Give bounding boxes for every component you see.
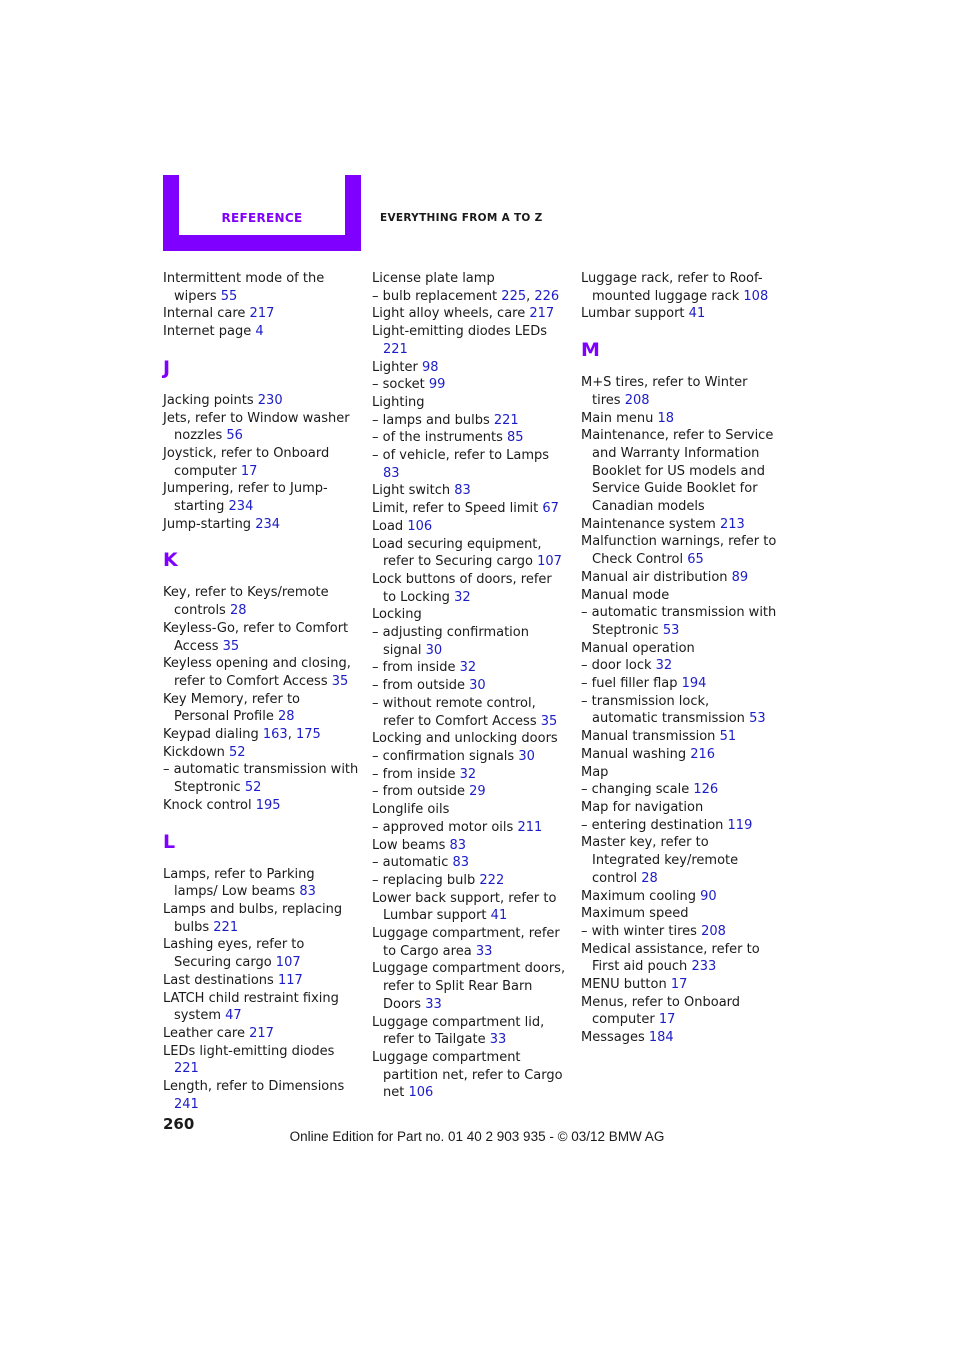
index-term: Manual air distribution	[581, 569, 728, 585]
index-term: Load	[372, 518, 404, 534]
page-reference-link[interactable]: 17	[670, 977, 688, 993]
index-entry	[163, 1025, 359, 1043]
page-reference-link[interactable]: 56	[226, 428, 243, 444]
index-term: – of vehicle, refer to Lamps	[372, 448, 550, 464]
index-term: Lashing eyes, refer to Securing cargo	[163, 937, 305, 971]
page-reference-link[interactable]: 225	[501, 288, 527, 304]
section-label: REFERENCE	[221, 211, 303, 225]
index-term: LATCH child restraint fixing system	[163, 990, 339, 1024]
page-reference-link[interactable]: 18	[657, 410, 674, 426]
index-term: Key Memory, refer to Personal Profile	[163, 691, 300, 725]
page-reference-link[interactable]: 217	[529, 306, 555, 322]
index-subentry	[372, 695, 568, 730]
page-reference-link[interactable]: 52	[244, 780, 262, 796]
page-reference-link[interactable]: 230	[257, 392, 283, 408]
index-term: Knock control	[163, 797, 252, 813]
index-term: Map	[581, 764, 609, 780]
index-entry	[581, 764, 777, 782]
index-term: Keypad dialing	[163, 727, 259, 743]
index-entry	[163, 620, 359, 655]
page-reference-link[interactable]: 241	[174, 1096, 199, 1112]
index-term: Luggage compartment, refer to Cargo area	[372, 926, 560, 959]
page-reference-link[interactable]: 53	[749, 711, 766, 727]
page-reference-link[interactable]: 30	[518, 748, 535, 764]
index-term: – confirmation signals	[372, 748, 515, 764]
page-reference-link[interactable]: 32	[454, 589, 471, 605]
page-reference-link[interactable]: 90	[700, 888, 717, 904]
index-entry	[163, 972, 359, 990]
page-reference-link[interactable]: 163	[262, 727, 288, 743]
index-entry	[581, 569, 777, 587]
index-term: Jumpering, refer to Jump-starting	[163, 481, 328, 515]
page-reference-link[interactable]: 35	[331, 673, 349, 689]
index-entry	[372, 606, 568, 624]
index-entry	[581, 976, 777, 994]
page-reference-link[interactable]: 221	[383, 341, 408, 357]
index-subentry: – bulb replacement 225, 226	[372, 288, 560, 304]
index-entry	[581, 533, 777, 568]
index-subentry	[163, 761, 359, 796]
index-entry	[163, 480, 359, 515]
page-reference-link[interactable]: 28	[641, 870, 658, 886]
index-term: – changing scale	[581, 782, 690, 798]
index-term: Jets, refer to Window washer nozzles	[163, 410, 350, 444]
index-entry	[372, 305, 568, 323]
page-reference-link[interactable]: 234	[255, 516, 281, 532]
page-reference-link[interactable]: 41	[688, 306, 706, 322]
page-reference-link[interactable]: 106	[408, 1085, 434, 1101]
page-reference-link[interactable]: 65	[687, 552, 704, 568]
page-reference-link[interactable]: 221	[174, 1061, 199, 1077]
index-term: Manual operation	[581, 640, 695, 656]
index-entry	[372, 394, 568, 412]
index-entry	[163, 392, 359, 410]
page-reference-link[interactable]: 33	[489, 1032, 507, 1048]
index-column-2	[372, 270, 568, 1102]
page-reference-link[interactable]: 83	[383, 465, 400, 481]
index-entry	[372, 801, 568, 819]
section-tab-inner	[179, 175, 345, 235]
index-term: – door lock	[581, 658, 652, 674]
index-term: Longlife oils	[372, 802, 450, 818]
index-entry	[581, 905, 777, 923]
page-reference-link[interactable]: 30	[425, 642, 443, 658]
index-term: – from inside	[372, 766, 456, 782]
index-subentry	[372, 677, 568, 695]
page-reference-link[interactable]: 221	[493, 412, 519, 428]
index-term: – entering destination	[581, 817, 724, 833]
index-term: Light alloy wheels, care	[372, 306, 526, 322]
index-entry	[372, 359, 568, 377]
index-entry	[372, 1014, 568, 1049]
page-reference-link[interactable]: 98	[421, 359, 439, 375]
page-reference-link[interactable]: 184	[648, 1030, 674, 1046]
page-reference-link[interactable]: 35	[222, 638, 240, 654]
index-subentry	[372, 819, 568, 837]
index-term: – from inside	[372, 660, 456, 676]
index-term: M+S tires, refer to Winter tires	[581, 375, 748, 408]
page-reference-link[interactable]: 107	[275, 955, 301, 971]
running-head: EVERYTHING FROM A TO Z	[380, 212, 543, 224]
index-term: – transmission lock, automatic transmission	[581, 693, 745, 727]
index-term: Lower back support, refer to Lumbar support	[372, 890, 557, 924]
index-subentry	[581, 604, 777, 639]
index-entry	[581, 427, 777, 516]
page-reference-link[interactable]: 119	[727, 817, 753, 833]
page-reference-link[interactable]: 83	[452, 855, 470, 871]
index-entry	[581, 728, 777, 746]
index-term: Lamps, refer to Parking lamps/ Low beams	[163, 866, 315, 900]
page-reference-link[interactable]: 89	[731, 569, 749, 585]
index-entry	[581, 1029, 777, 1047]
index-entry	[163, 305, 359, 323]
index-term: Messages	[581, 1030, 645, 1046]
page-reference-link[interactable]: 221	[213, 919, 239, 935]
page-reference-link[interactable]: 217	[249, 1025, 274, 1041]
index-term: Locking and unlocking doors	[372, 731, 558, 747]
index-term: – automatic transmission with Steptronic	[163, 762, 359, 796]
page-reference-link[interactable]: 17	[658, 1012, 676, 1028]
index-entry	[581, 516, 777, 534]
index-subentry	[581, 923, 777, 941]
index-term: – adjusting confirmation signal	[372, 625, 529, 658]
index-term: Limit, refer to Speed limit	[372, 501, 539, 517]
index-subentry	[581, 675, 777, 693]
index-term: Medical assistance, refer to First aid pouch	[581, 941, 760, 975]
index-term: – fuel filler flap	[581, 676, 678, 692]
index-subentry	[372, 447, 568, 482]
index-subentry	[372, 412, 568, 430]
index-term: Jacking points	[163, 392, 254, 408]
index-entry	[163, 691, 359, 726]
index-entry	[163, 744, 359, 762]
index-entry	[163, 990, 359, 1025]
index-term: – socket	[372, 377, 425, 393]
index-term: Locking	[372, 607, 422, 623]
page-reference-link[interactable]: 106	[407, 518, 433, 534]
page-reference-link[interactable]: 99	[428, 377, 446, 393]
page-reference-link[interactable]: 222	[479, 872, 505, 888]
page-reference-link[interactable]: 175	[295, 727, 321, 743]
index-term: Last destinations	[163, 972, 274, 988]
index-letter-heading: M	[581, 339, 600, 362]
index-subentry	[372, 766, 568, 784]
index-entry	[581, 305, 777, 323]
index-letter-heading: L	[163, 830, 176, 853]
index-term: Master key, refer to Integrated key/remote control	[581, 835, 739, 886]
index-entry	[372, 730, 568, 748]
index-term: – automatic	[372, 855, 449, 871]
page-number: 260	[163, 1115, 195, 1133]
index-term: Length, refer to Dimensions	[163, 1079, 345, 1095]
index-term: – lamps and bulbs	[372, 412, 490, 428]
index-term: License plate lamp	[372, 271, 495, 286]
index-term: Keyless opening and closing, refer to Comfort Access	[163, 656, 351, 689]
index-term: – automatic transmission with Steptronic	[581, 605, 777, 638]
index-term: Keyless-Go, refer to Comfort Access	[163, 620, 349, 654]
index-entry	[372, 960, 568, 1013]
index-term: Luggage compartment lid, refer to Tailgate	[372, 1014, 545, 1048]
page-reference-link[interactable]: 32	[459, 660, 477, 676]
index-term: – of the instruments	[372, 430, 503, 446]
index-entry	[372, 500, 568, 518]
page-reference-link[interactable]: 17	[240, 463, 258, 479]
page-reference-link[interactable]: 126	[693, 782, 719, 798]
index-term: – approved motor oils	[372, 819, 514, 835]
index-term: – from outside	[372, 678, 465, 694]
index-subentry	[581, 693, 777, 728]
page-reference-link[interactable]: 28	[229, 603, 247, 619]
index-entry	[372, 890, 568, 925]
page-reference-link[interactable]: 4	[255, 324, 264, 340]
index-subentry	[581, 781, 777, 799]
index-entry	[163, 410, 359, 445]
index-term: Leather care	[163, 1025, 245, 1041]
page-reference-link[interactable]: 35	[540, 713, 558, 729]
page-reference-link[interactable]: 47	[225, 1008, 242, 1024]
index-term: – from outside	[372, 784, 465, 800]
index-term: Manual mode	[581, 587, 670, 603]
index-term: Luggage rack, refer to Roof-mounted luggage rack	[581, 271, 763, 304]
index-term: MENU button	[581, 977, 667, 993]
index-term: Load securing equipment, refer to Securing cargo	[372, 536, 542, 570]
index-term: Lamps and bulbs, replacing bulbs	[163, 901, 343, 935]
index-entry	[163, 936, 359, 971]
index-term: – without remote control, refer to Comfort Access	[372, 695, 537, 729]
page-reference-link[interactable]: 32	[655, 658, 673, 674]
page-reference-link[interactable]: 51	[719, 729, 737, 745]
page-reference-link[interactable]: 83	[454, 483, 471, 499]
index-entry	[581, 994, 777, 1029]
index-entry	[372, 482, 568, 500]
index-subentry	[372, 854, 568, 872]
index-entry	[372, 323, 568, 358]
page-reference-link[interactable]: 41	[490, 908, 508, 924]
index-term: Menus, refer to Onboard computer	[581, 994, 741, 1028]
page-reference-link[interactable]: 217	[249, 306, 275, 322]
index-entry	[581, 888, 777, 906]
page-reference-link[interactable]: 211	[517, 819, 543, 835]
index-entry	[163, 323, 359, 341]
page-reference-link[interactable]: 83	[449, 837, 467, 853]
page-reference-link[interactable]: 216	[690, 746, 716, 762]
index-term: Luggage compartment partition net, refer to Cargo net	[372, 1049, 563, 1101]
index-entry	[163, 1078, 359, 1113]
index-entry	[163, 1043, 359, 1078]
index-term: Maintenance system	[581, 516, 716, 532]
page-reference-link[interactable]: 213	[720, 516, 745, 532]
index-entry	[581, 410, 777, 428]
index-column-1	[163, 270, 359, 1113]
index-term: Lighter	[372, 359, 418, 375]
index-entry	[163, 584, 359, 619]
page-reference-link[interactable]: 32	[459, 766, 477, 782]
index-term: Maximum cooling	[581, 888, 696, 904]
index-entry	[372, 1049, 568, 1102]
index-term: Internet page	[163, 324, 252, 340]
index-letter-heading: K	[163, 549, 178, 572]
page-reference-link[interactable]: 208	[701, 923, 726, 939]
section-tab	[163, 175, 361, 251]
index-letter-heading: J	[163, 356, 171, 379]
index-column-3	[581, 270, 777, 1047]
index-term: Low beams	[372, 837, 446, 853]
index-term: Maximum speed	[581, 906, 689, 922]
index-term: – replacing bulb	[372, 872, 476, 888]
index-entry	[581, 746, 777, 764]
index-entry	[372, 518, 568, 536]
page-reference-link[interactable]: 194	[681, 676, 707, 692]
index-entry	[163, 797, 359, 815]
page-reference-link[interactable]: 83	[299, 884, 316, 900]
page-reference-link[interactable]: 53	[662, 622, 680, 638]
page-reference-link[interactable]: 117	[277, 972, 303, 988]
index-term: Internal care	[163, 306, 246, 322]
index-entry	[163, 445, 359, 480]
page-reference-link[interactable]: 226	[534, 288, 560, 304]
page-reference-link[interactable]: 208	[624, 392, 650, 408]
index-subentry	[372, 748, 568, 766]
index-subentry	[581, 657, 777, 675]
index-entry	[581, 374, 777, 409]
index-subentry	[372, 872, 568, 890]
page-reference-link[interactable]: 29	[469, 784, 486, 800]
index-term: Lighting	[372, 394, 425, 410]
index-subentry	[372, 376, 568, 394]
index-term: Main menu	[581, 410, 654, 426]
index-entry	[581, 941, 777, 976]
index-subentry	[372, 429, 568, 447]
index-term: Joystick, refer to Onboard computer	[163, 445, 330, 479]
index-term: Maintenance, refer to Service and Warranty Information Booklet for US models and Service Guide Booklet for Canadian models	[581, 428, 774, 515]
index-entry: Keypad dialing 163, 175	[163, 727, 321, 743]
index-term: Map for navigation	[581, 799, 704, 815]
index-term: Manual washing	[581, 746, 687, 762]
page-reference-link[interactable]: 28	[277, 709, 295, 725]
page-reference-link[interactable]: 67	[542, 501, 559, 517]
page-reference-link[interactable]: 195	[255, 797, 281, 813]
index-term: Manual transmission	[581, 729, 716, 745]
index-term: Light-emitting diodes LEDs	[372, 324, 548, 340]
index-term: Luggage compartment doors, refer to Split Rear Barn Doors	[372, 961, 566, 1012]
index-term: Lock buttons of doors, refer to Locking	[372, 571, 552, 605]
page-reference-link[interactable]: 52	[229, 744, 246, 760]
page-reference-link[interactable]: 33	[475, 943, 493, 959]
index-entry	[163, 655, 359, 690]
index-term: – bulb replacement	[372, 288, 498, 304]
index-entry	[372, 571, 568, 606]
index-entry	[581, 270, 777, 305]
index-entry	[163, 270, 359, 305]
index-entry	[372, 925, 568, 960]
index-subentry	[372, 783, 568, 801]
index-subentry	[372, 659, 568, 677]
index-entry	[372, 536, 568, 571]
page-reference-link[interactable]: 234	[228, 499, 254, 515]
page-reference-link[interactable]: 85	[506, 430, 524, 446]
index-term: LEDs light-emitting diodes	[163, 1043, 335, 1059]
page-reference-link[interactable]: 55	[220, 288, 238, 304]
index-term: Light switch	[372, 483, 451, 499]
edition-footer: Online Edition for Part no. 01 40 2 903 935 - © 03/12 BMW AG	[289, 1129, 665, 1144]
index-entry	[372, 270, 568, 288]
page-reference-link[interactable]: 33	[425, 996, 442, 1012]
page-reference-link[interactable]: 108	[743, 288, 769, 304]
index-entry	[581, 834, 777, 887]
index-term: Intermittent mode of the wipers	[163, 271, 325, 304]
index-term: Kickdown	[163, 744, 225, 760]
index-term: Jump-starting	[163, 516, 252, 532]
index-term: Lumbar support	[581, 306, 685, 322]
page-reference-link[interactable]: 107	[537, 554, 562, 570]
index-term: Key, refer to Keys/remote controls	[163, 585, 329, 619]
index-entry	[163, 866, 359, 901]
index-entry	[581, 799, 777, 817]
index-entry	[581, 640, 777, 658]
index-subentry	[581, 817, 777, 835]
index-subentry	[372, 624, 568, 659]
index-entry	[163, 901, 359, 936]
index-entry	[372, 837, 568, 855]
page-reference-link[interactable]: 30	[469, 678, 486, 694]
index-term: – with winter tires	[581, 923, 697, 939]
page-reference-link[interactable]: 233	[691, 959, 717, 975]
index-entry	[163, 516, 359, 534]
index-entry	[581, 587, 777, 605]
index-term: Malfunction warnings, refer to Check Control	[581, 534, 777, 568]
